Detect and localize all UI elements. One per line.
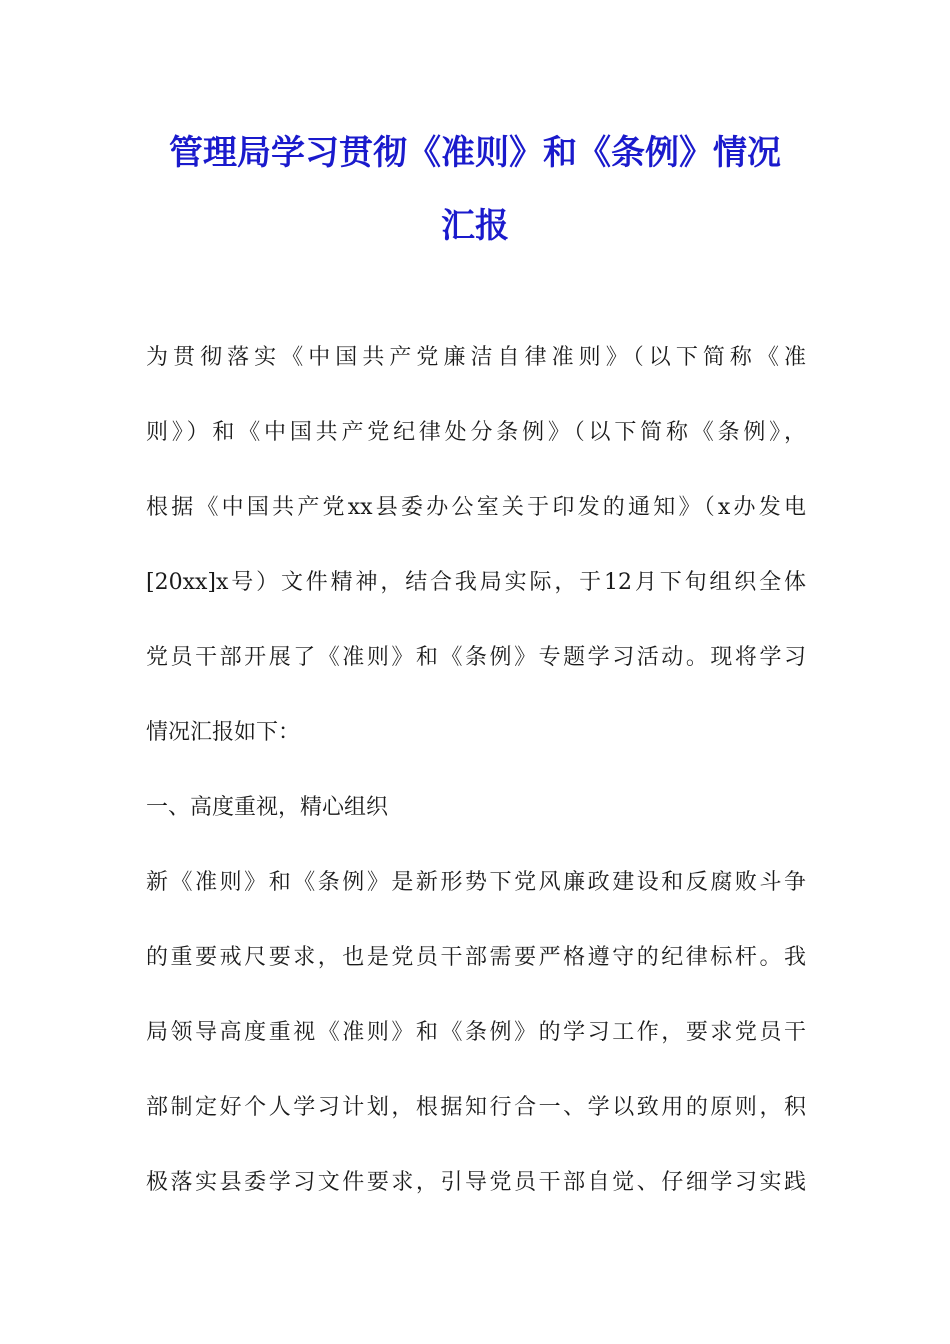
body-line-4: [20xx]x号）文件精神，结合我局实际，于12月下旬组织全体 bbox=[146, 570, 806, 595]
document-title-line-1: 管理局学习贯彻《准则》和《条例》情况 bbox=[169, 133, 781, 173]
document-title-line-2: 汇报 bbox=[441, 206, 509, 246]
section-heading-1: 一、高度重视，精心组织 bbox=[146, 795, 389, 820]
body-line-10: 局领导高度重视《准则》和《条例》的学习工作，要求党员干 bbox=[146, 1020, 806, 1045]
body-line-8: 新《准则》和《条例》是新形势下党风廉政建设和反腐败斗争 bbox=[146, 870, 806, 895]
body-line-9: 的重要戒尺要求，也是党员干部需要严格遵守的纪律标杆。我 bbox=[146, 945, 806, 970]
body-line-11: 部制定好个人学习计划，根据知行合一、学以致用的原则，积 bbox=[146, 1095, 806, 1120]
body-line-1: 为贯彻落实《中国共产党廉洁自律准则》（以下简称《准 bbox=[146, 345, 806, 370]
body-line-2: 则》）和《中国共产党纪律处分条例》（以下简称《条例》， bbox=[146, 420, 806, 445]
body-line-3: 根据《中国共产党xx县委办公室关于印发的通知》（x办发电 bbox=[146, 495, 806, 520]
body-line-5: 党员干部开展了《准则》和《条例》专题学习活动。现将学习 bbox=[146, 645, 806, 670]
body-line-12: 极落实县委学习文件要求，引导党员干部自觉、仔细学习实践 bbox=[146, 1170, 806, 1195]
body-line-6: 情况汇报如下： bbox=[146, 720, 301, 745]
